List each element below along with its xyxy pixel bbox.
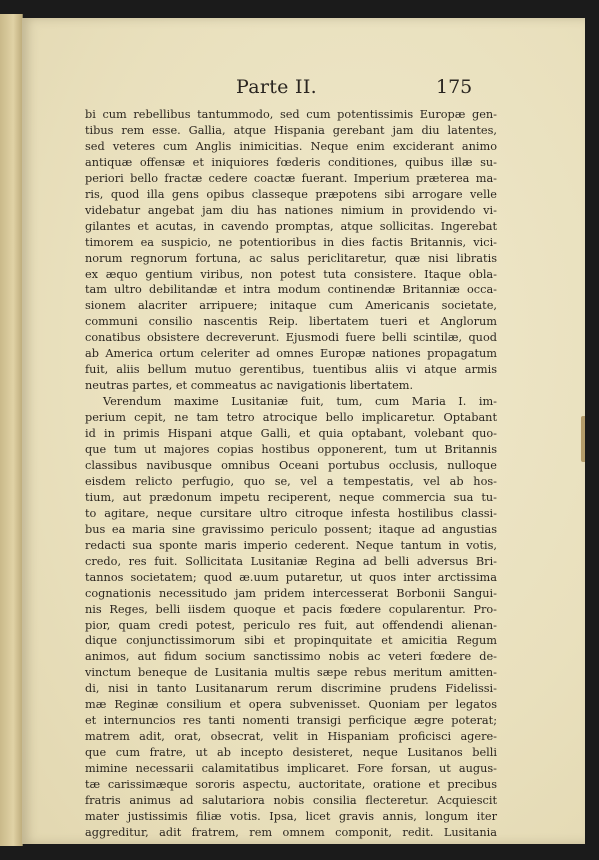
text-line: mater justissimis filiæ votis. Ipsa, licet gravis annis, longum iter xyxy=(85,809,497,823)
text-line: nis Reges, belli iisdem quoque et pacis fœdere copularentur. Pro- xyxy=(85,602,497,616)
text-line: timorem ea suspicio, ne potentioribus in dies factis Britannis, vici- xyxy=(85,235,497,249)
text-line: neutras partes, et commeatus ac navigationis libertatem. xyxy=(85,379,414,393)
text-line: perium cepit, ne tam tetro atrocique bello implicaretur. Optabant xyxy=(85,411,497,425)
text-line: redacti sua sponte maris imperio cederent. Neque tantum in votis, xyxy=(85,538,497,552)
page-header xyxy=(22,76,585,108)
text-line: tannos societatem; quod æ.uum putaretur, ut quos inter arctissima xyxy=(85,570,497,584)
text-line: tæ carissimæque sororis aspectu, auctoritate, oratione et precibus xyxy=(85,778,497,792)
text-line: ris, quod illa gens opibus classeque præpotens sibi arrogare velle xyxy=(85,187,497,201)
text-line: tium, aut prædonum impetu reciperent, neque commercia sua tu- xyxy=(85,490,497,504)
text-line: norum regnorum fortuna, ac salus periclitaretur, quæ nisi libratis xyxy=(85,251,497,265)
text-line: matrem adit, orat, obsecrat, velit in Hispaniam proficisci agere- xyxy=(85,730,497,744)
text-line: aggreditur, adit fratrem, rem omnem componit, redit. Lusitania xyxy=(85,825,497,839)
text-line: credo, res fuit. Sollicitata Lusitaniæ Regina ad belli adversus Bri- xyxy=(85,554,497,568)
text-line: sionem alacriter arripuere; initaque cum Americanis societate, xyxy=(85,299,497,313)
text-line: et internuncios res tanti nomenti transigi perficique ægre poterat; xyxy=(85,714,497,728)
text-line: bus ea maria sine gravissimo periculo possent; itaque ad angustias xyxy=(85,522,497,536)
text-line: id in primis Hispani atque Galli, et quia optabant, volebant quo- xyxy=(85,427,497,441)
text-line: Verendum maxime Lusitaniæ fuit, tum, cum Maria I. im- xyxy=(103,395,497,409)
page-number: 175 xyxy=(436,76,473,98)
text-line: que tum ut majores copias hostibus opponerent, tum ut Britannis xyxy=(85,443,497,457)
text-line: pior, quam credi potest, periculo res fuit, aut offendendi alienan- xyxy=(85,618,497,632)
running-title: Parte II. xyxy=(236,76,318,98)
page-edge-mark xyxy=(581,416,585,462)
text-line: gilantes et acutas, in cavendo promptas, atque sollicitas. Ingerebat xyxy=(85,219,497,233)
text-line: fuit, aliis bellum mutuo gerentibus, tuentibus aliis vi atque armis xyxy=(85,363,497,377)
text-line: fratris animus ad salutariora nobis consilia flecteretur. Acquiescit xyxy=(85,793,497,807)
text-line: mæ Reginæ consilium et opera subvenisset. Quoniam per legatos xyxy=(85,698,497,712)
text-line: cognationis necessitudo jam pridem intercesserat Borbonii Sangui- xyxy=(85,586,497,600)
text-line: animos, aut fidum socium sanctissimo nobis ac veteri fœdere de- xyxy=(85,650,497,664)
text-line: ab America ortum celeriter ad omnes Europæ nationes propagatum xyxy=(85,347,497,361)
text-line: ex æquo gentium viribus, non potest tuta consistere. Itaque obla- xyxy=(85,267,497,281)
text-line: antiquæ offensæ et iniquiores fœderis conditiones, quibus illæ su- xyxy=(85,155,497,169)
text-line: que cum fratre, ut ab incepto desisteret, neque Lusitanos belli xyxy=(85,746,497,760)
text-line: mimine necessarii calamitatibus implicaret. Fore forsan, ut augus- xyxy=(85,762,497,776)
left-page-edge xyxy=(0,14,23,846)
text-line: dique conjunctissimorum sibi et propinquitate et amicitia Regum xyxy=(85,634,497,648)
body-text xyxy=(85,107,497,841)
text-line: eisdem relicto perfugio, quo se, vel a tempestatis, vel ab hos- xyxy=(85,474,497,488)
text-line: to agitare, neque cursitare ultro citroque infesta hostilibus classi- xyxy=(85,506,497,520)
text-line: tibus rem esse. Gallia, atque Hispania gerebant jam diu latentes, xyxy=(85,123,497,137)
text-line: bi cum rebellibus tantummodo, sed cum potentissimis Europæ gen- xyxy=(85,108,497,121)
text-line: vinctum beneque de Lusitania multis sæpe rebus meritum amitten- xyxy=(85,666,497,680)
text-line: videbatur angebat jam diu has nationes nimium in providendo vi- xyxy=(85,203,497,217)
book-page xyxy=(22,18,585,844)
text-line: sed veteres cum Anglis inimicitias. Neque enim exciderant animo xyxy=(85,139,497,153)
text-line: tam ultro debilitandæ et intra modum continendæ Britanniæ occa- xyxy=(85,283,497,297)
text-line: communi consilio nascentis Reip. libertatem tueri et Anglorum xyxy=(85,315,497,329)
text-line: classibus navibusque omnibus Oceani portubus occlusis, nulloque xyxy=(85,458,497,472)
text-line: conatibus obsistere decreverunt. Ejusmodi fuere belli scintilæ, quod xyxy=(85,331,497,345)
text-line: periori bello fractæ cedere coactæ fuerant. Imperium præterea ma- xyxy=(85,171,497,185)
text-line: di, nisi in tanto Lusitanarum rerum discrimine prudens Fidelissi- xyxy=(85,682,497,696)
